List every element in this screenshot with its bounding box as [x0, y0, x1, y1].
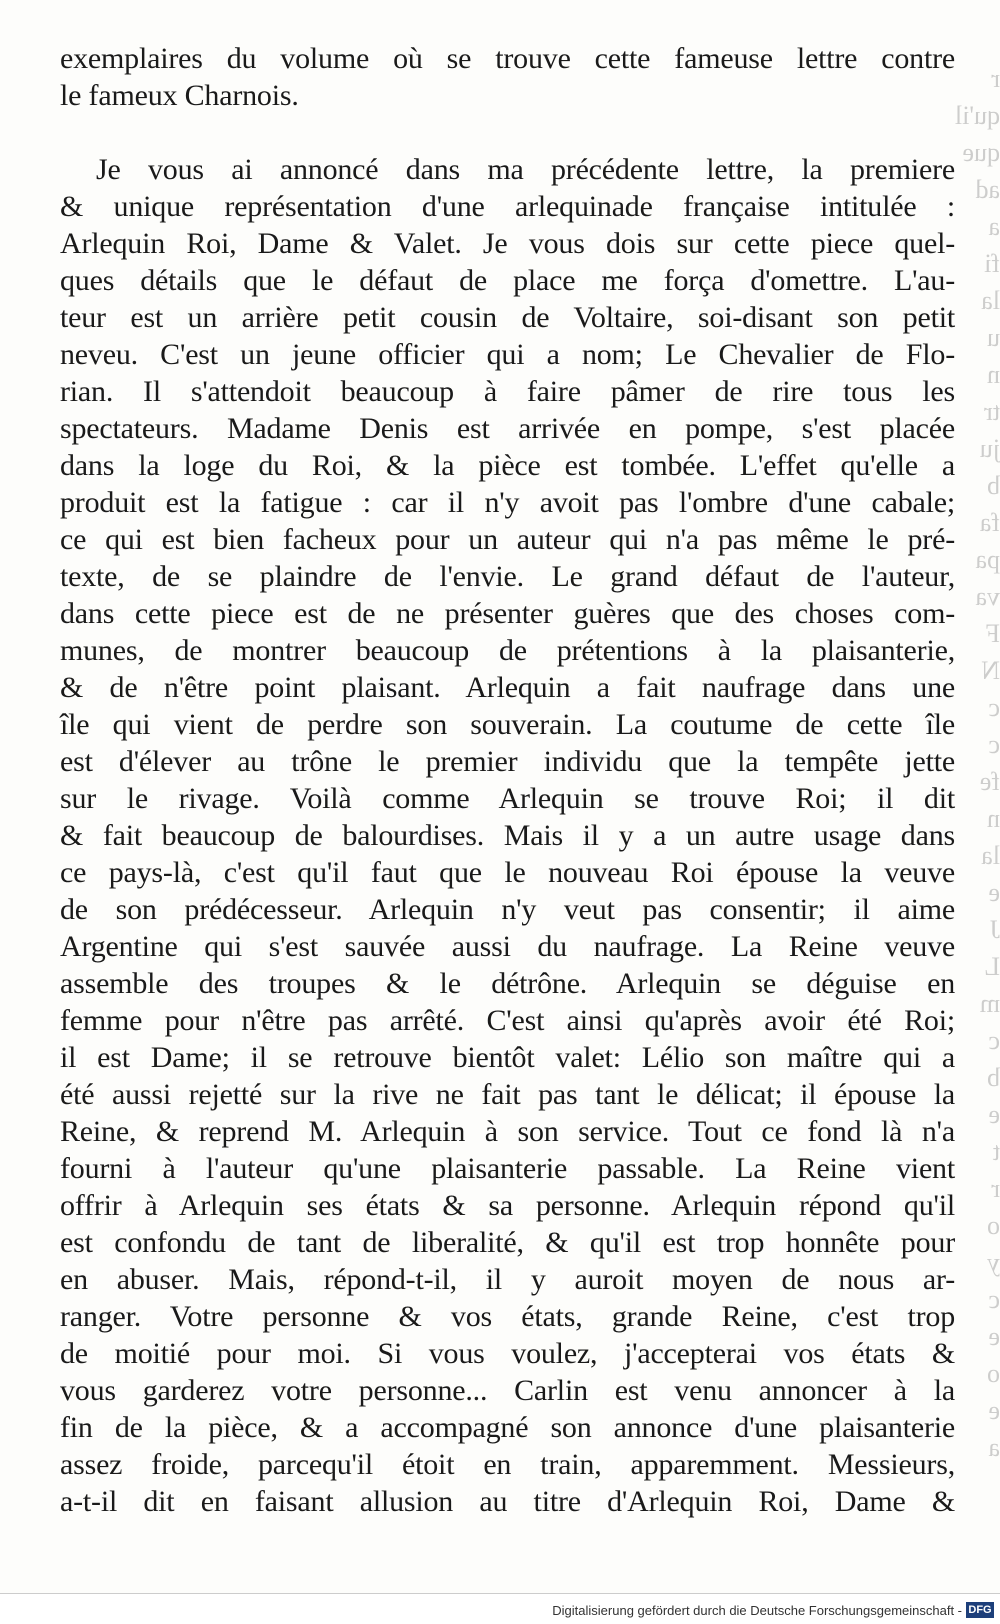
text-line: été aussi rejetté sur la rive ne fait pas tant le délicat; il épouse la: [60, 1078, 955, 1111]
bleed-line: qu'il: [954, 101, 1000, 130]
bleed-line: c: [988, 693, 1000, 722]
page-text: [60, 40, 955, 1520]
bleed-line: n: [987, 360, 1000, 389]
bleed-line: o: [987, 1211, 1000, 1240]
text-line: est d'élever au trône le premier individu que la tempête jette: [60, 745, 955, 778]
text-line: rian. Il s'attendoit beaucoup à faire pâmer de rire tous les: [60, 375, 955, 408]
bleed-line: N: [981, 656, 1000, 685]
bleed-line: u: [987, 323, 1000, 352]
bleed-line: c: [988, 1026, 1000, 1055]
text-line: exemplaires du volume où se trouve cette fameuse lettre contre: [60, 42, 955, 75]
text-line: fin de la pièce, & a accompagné son annonce d'une plaisanterie: [60, 1411, 955, 1444]
bleed-line: o: [987, 1359, 1000, 1388]
text-line: Je vous ai annoncé dans ma précédente lettre, la premiere: [96, 153, 955, 186]
text-line: Reine, & reprend M. Arlequin à son service. Tout ce fond là n'a: [60, 1115, 955, 1148]
text-line: le fameux Charnois.: [60, 79, 299, 112]
text-line: neveu. C'est un jeune officier qui a nom; Le Chevalier de Flo-: [60, 338, 955, 371]
bleed-line: b: [987, 1063, 1000, 1092]
bleed-line: t: [992, 1137, 1000, 1166]
bleed-line: y: [987, 1248, 1000, 1277]
bleed-line: fe: [979, 767, 1000, 796]
text-line: en abuser. Mais, répond-t-il, il y auroit moyen de nous ar-: [60, 1263, 955, 1296]
text-line: dans cette piece est de ne présenter guères que des choses com-: [60, 597, 955, 630]
text-line: texte, de se plaindre de l'envie. Le grand défaut de l'auteur,: [60, 560, 955, 593]
text-line: teur est un arrière petit cousin de Voltaire, soi-disant son petit: [60, 301, 955, 334]
bleed-line: c: [988, 1285, 1000, 1314]
text-line: de moitié pour moi. Si vous voulez, j'accepterai vos états &: [60, 1337, 955, 1370]
bleed-line: r: [991, 64, 1000, 93]
dfg-logo: DFG: [966, 1602, 994, 1618]
text-line: vous garderez votre personne... Carlin est venu annoncer à la: [60, 1374, 955, 1407]
text-line: dans la loge du Roi, & la pièce est tombée. L'effet qu'elle a: [60, 449, 955, 482]
text-line: Arlequin Roi, Dame & Valet. Je vous dois sur cette piece quel-: [60, 227, 955, 260]
bleed-line: r: [991, 1174, 1000, 1203]
bleed-line: ju: [979, 434, 1000, 463]
bleed-line: e: [988, 1396, 1000, 1425]
text-line: assemble des troupes & le détrône. Arlequin se déguise en: [60, 967, 955, 1000]
funding-credit: Digitalisierung gefördert durch die Deutsche Forschungsgemeinschaft -: [552, 1603, 962, 1618]
text-line: & de n'être point plaisant. Arlequin a fait naufrage dans une: [60, 671, 955, 704]
bleed-line: F: [985, 619, 1000, 648]
bleed-line: c: [988, 730, 1000, 759]
bleed-line: m: [979, 989, 1000, 1018]
bleed-line: J: [989, 915, 1000, 944]
text-line: assez froide, parcequ'il étoit en train, apparemment. Messieurs,: [60, 1448, 955, 1481]
bleed-line: e: [988, 878, 1000, 907]
text-line: a-t-il dit en faisant allusion au titre d'Arlequin Roi, Dame &: [60, 1485, 955, 1518]
text-line: munes, de montrer beaucoup de prétentions à la plaisanterie,: [60, 634, 955, 667]
bleed-line: L: [984, 952, 1000, 981]
bleed-line: fi: [984, 249, 1000, 278]
bleed-line: la: [981, 286, 1000, 315]
text-line: île qui vient de perdre son souverain. La coutume de cette île: [60, 708, 955, 741]
text-line: spectateurs. Madame Denis est arrivée en pompe, s'est placée: [60, 412, 955, 445]
text-line: ranger. Votre personne & vos états, grande Reine, c'est trop: [60, 1300, 955, 1333]
bleed-line: e: [988, 1322, 1000, 1351]
bleed-line: b: [987, 471, 1000, 500]
text-line: fourni à l'auteur qu'une plaisanterie passable. La Reine vient: [60, 1152, 955, 1185]
digitization-footer: [0, 1593, 1000, 1624]
paragraph-gap: [60, 114, 955, 151]
bleed-line: a: [988, 1433, 1000, 1462]
bleed-line: la: [981, 841, 1000, 870]
bleed-line: n: [987, 804, 1000, 833]
text-line: de son prédécesseur. Arlequin n'y veut pas consentir; il aime: [60, 893, 955, 926]
text-line: femme pour n'être pas arrêté. C'est ainsi qu'après avoir été Roi;: [60, 1004, 955, 1037]
bleed-line: tr: [984, 397, 1000, 426]
text-line: est confondu de tant de liberalité, & qu'il est trop honnête pour: [60, 1226, 955, 1259]
text-line: il est Dame; il se retrouve bientôt valet: Lélio son maître qui a: [60, 1041, 955, 1074]
bleed-line: ad: [975, 175, 1000, 204]
bleed-line: pa: [975, 545, 1000, 574]
text-line: offrir à Arlequin ses états & sa personne. Arlequin répond qu'il: [60, 1189, 955, 1222]
text-line: ce pays-là, c'est qu'il faut que le nouveau Roi épouse la veuve: [60, 856, 955, 889]
text-line: & unique représentation d'une arlequinade française intitulée :: [60, 190, 955, 223]
bleed-line: e: [988, 1100, 1000, 1129]
bleed-line: a: [988, 212, 1000, 241]
bleed-line: fa: [979, 508, 1000, 537]
text-line: ce qui est bien facheux pour un auteur qui n'a pas même le pré-: [60, 523, 955, 556]
bleed-line: que: [962, 138, 1000, 167]
text-line: ques détails que le défaut de place me força d'omettre. L'au-: [60, 264, 955, 297]
text-line: sur le rivage. Voilà comme Arlequin se trouve Roi; il dit: [60, 782, 955, 815]
bleed-line: va: [975, 582, 1000, 611]
text-line: produit est la fatigue : car il n'y avoit pas l'ombre d'une cabale;: [60, 486, 955, 519]
text-line: & fait beaucoup de balourdises. Mais il y a un autre usage dans: [60, 819, 955, 852]
text-line: Argentine qui s'est sauvée aussi du naufrage. La Reine veuve: [60, 930, 955, 963]
